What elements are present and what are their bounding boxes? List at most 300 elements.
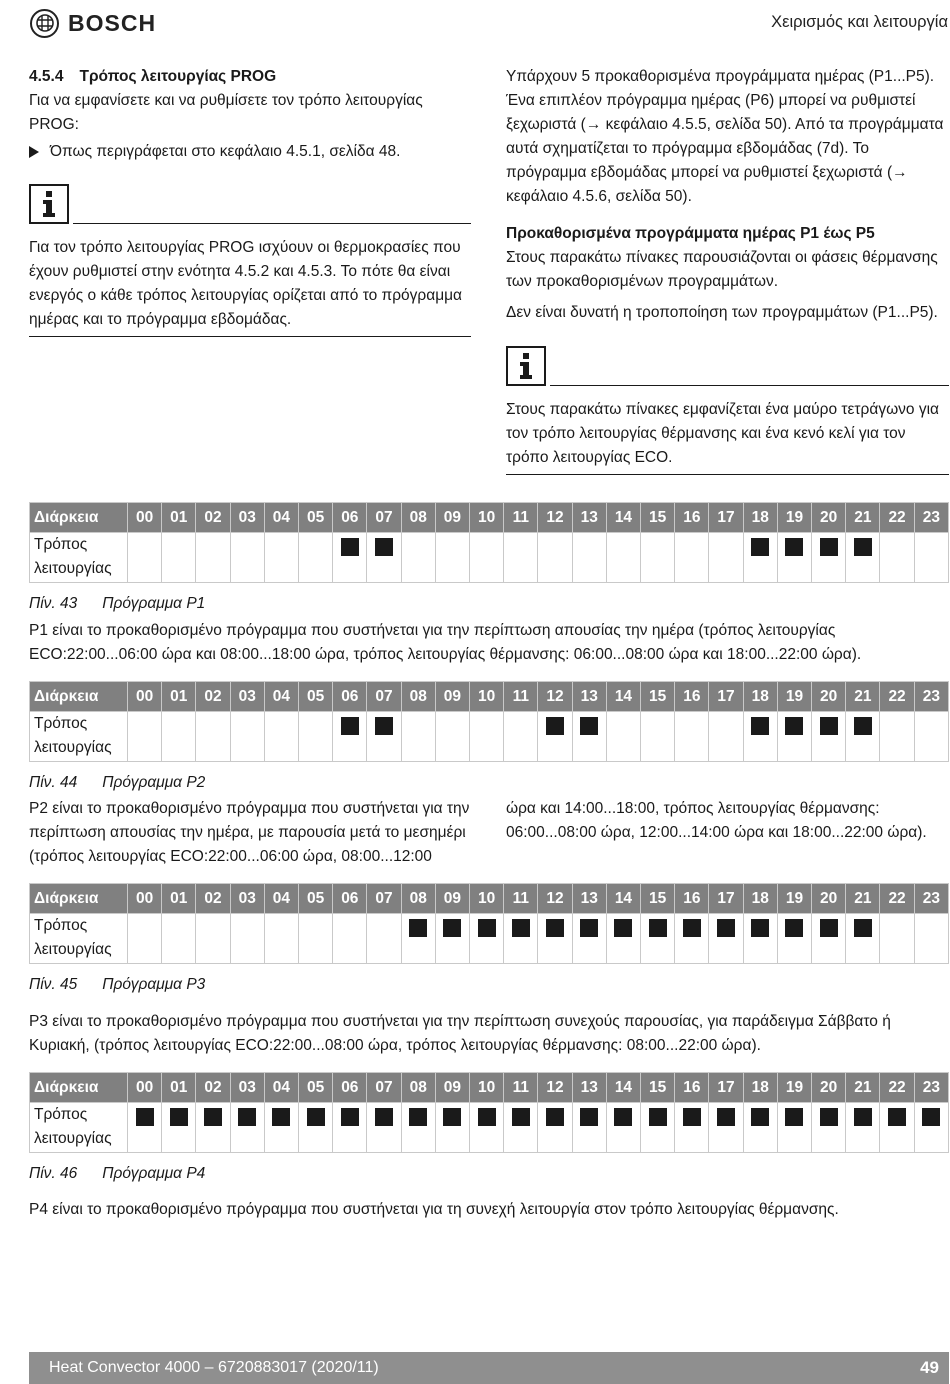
mode-row: [30, 914, 949, 964]
heating-square-icon: [375, 538, 393, 556]
heating-square-icon: [751, 919, 769, 937]
mode-label: [30, 914, 128, 964]
p1-description: P1 είναι το προκαθορισμένο πρόγραμμα που συστήνεται για την περίπτωση απουσίας την ημέρα (τρόπος λειτουργίας ECO:22:00...06:00 ώρα και 08:00...18:00 ώρα, τρόπος λειτουργίας θέρμανσης: 06:00...08:00 ώρα και 18:00...22:00 ώρα).: [29, 622, 862, 663]
eco-cell: [196, 533, 230, 583]
hour-header: 09: [435, 682, 469, 712]
eco-cell: [470, 533, 504, 583]
heating-cell: [675, 914, 709, 964]
hour-header: 07: [367, 1073, 401, 1103]
heating-square-icon: [785, 1108, 803, 1126]
mode-label-line2: λειτουργίας: [34, 1130, 112, 1147]
hour-header: 08: [401, 884, 435, 914]
hour-header: 13: [572, 503, 606, 533]
heating-cell: [435, 914, 469, 964]
schedule-table-p2: [29, 681, 949, 762]
p3-description: P3 είναι το προκαθορισμένο πρόγραμμα που συστήνεται για την περίπτωση συνεχούς παρουσίας, για παράδειγμα Σάββατο ή Κυριακή, (τρόπος λειτουργίας ECO:22:00...08:00 ώρα, τρόπος λειτουργίας θέρμανσης: 08:00...22:00 ώρα).: [29, 1013, 891, 1054]
heating-cell: [846, 914, 880, 964]
heating-cell: [470, 914, 504, 964]
heating-square-icon: [854, 919, 872, 937]
eco-cell: [230, 914, 264, 964]
hour-header: 10: [470, 503, 504, 533]
hour-header: 17: [709, 682, 743, 712]
hour-header: 23: [914, 1073, 948, 1103]
heating-square-icon: [170, 1108, 188, 1126]
hour-header: 21: [846, 503, 880, 533]
heating-square-icon: [854, 1108, 872, 1126]
hour-header: 13: [572, 884, 606, 914]
programs-intro: Υπάρχουν 5 προκαθορισμένα προγράμματα ημέρας (P1...P5). Ένα επιπλέον πρόγραμμα ημέρας (P6) μπορεί να ρυθμιστεί ξεχωριστά (→ κεφάλαιο 4.5.5, σελίδα 50). Από τα προγράμματα αυτά σχηματίζεται το πρόγραμμα εβδομάδας (7d). Το πρόγραμμα εβδομάδας μπορεί να ρυθμιστεί ξεχωριστά (→ κεφάλαιο 4.5.6, σελίδα 50).: [506, 68, 944, 205]
heating-cell: [435, 1103, 469, 1153]
hour-header: 09: [435, 884, 469, 914]
hour-header: 12: [538, 682, 572, 712]
heating-cell: [709, 1103, 743, 1153]
heating-cell: [299, 1103, 333, 1153]
mode-label-line2: λειτουργίας: [34, 941, 112, 958]
page-footer: [29, 1352, 949, 1384]
heating-square-icon: [922, 1108, 940, 1126]
hour-header: 20: [812, 1073, 846, 1103]
bullet-triangle-icon: [29, 146, 39, 158]
hour-header: 02: [196, 884, 230, 914]
hour-header: 08: [401, 682, 435, 712]
mode-row: [30, 533, 949, 583]
heating-square-icon: [580, 717, 598, 735]
heating-square-icon: [717, 1108, 735, 1126]
eco-cell: [299, 712, 333, 762]
hour-header: 15: [641, 503, 675, 533]
hour-header: 17: [709, 503, 743, 533]
mode-label-line1: Τρόπος: [34, 917, 88, 934]
heating-square-icon: [307, 1108, 325, 1126]
eco-cell: [264, 533, 298, 583]
heating-square-icon: [785, 919, 803, 937]
mode-label-line2: λειτουργίας: [34, 560, 112, 577]
hour-header: 00: [128, 1073, 162, 1103]
heating-square-icon: [751, 717, 769, 735]
eco-cell: [641, 712, 675, 762]
heating-cell: [196, 1103, 230, 1153]
mode-label-line1: Τρόπος: [34, 715, 88, 732]
heating-square-icon: [443, 919, 461, 937]
hour-header: 10: [470, 884, 504, 914]
hour-header: 20: [812, 682, 846, 712]
eco-cell: [709, 533, 743, 583]
hour-header: 02: [196, 682, 230, 712]
heating-square-icon: [614, 1108, 632, 1126]
heating-cell: [538, 712, 572, 762]
hour-header: 10: [470, 1073, 504, 1103]
heating-square-icon: [649, 1108, 667, 1126]
heating-cell: [641, 1103, 675, 1153]
heating-cell: [367, 533, 401, 583]
heating-square-icon: [512, 1108, 530, 1126]
hour-header: 18: [743, 884, 777, 914]
info-divider: [73, 223, 471, 224]
heating-square-icon: [785, 538, 803, 556]
heating-cell: [538, 1103, 572, 1153]
hour-header: 20: [812, 884, 846, 914]
info-icon: [29, 184, 69, 224]
heating-cell: [401, 1103, 435, 1153]
p2-description-right: ώρα και 14:00...18:00, τρόπος λειτουργίας θέρμανσης: 06:00...08:00 ώρα, 12:00...14:00 ώρα και 18:00...22:00 ώρα).: [506, 800, 927, 841]
table-header-row: [30, 1073, 949, 1103]
eco-cell: [914, 914, 948, 964]
hour-header: 17: [709, 1073, 743, 1103]
heating-cell: [812, 712, 846, 762]
hour-header: 04: [264, 682, 298, 712]
heating-cell: [812, 533, 846, 583]
eco-cell: [401, 533, 435, 583]
hour-header: 00: [128, 682, 162, 712]
heating-cell: [743, 533, 777, 583]
heating-cell: [333, 1103, 367, 1153]
hour-header: 22: [880, 682, 914, 712]
p2-description-left: P2 είναι το προκαθορισμένο πρόγραμμα που συστήνεται για την περίπτωση απουσίας την ημέρα, με παρουσία μετά το μεσημέρι (τρόπος λειτουργίας ECO:22:00...06:00 ώρα, 08:00...12:00: [29, 800, 470, 865]
table-header-row: [30, 884, 949, 914]
hour-header: 01: [162, 884, 196, 914]
p4-description: P4 είναι το προκαθορισμένο πρόγραμμα που συστήνεται για τη συνεχή λειτουργία στον τρόπο λειτουργίας θέρμανσης.: [29, 1201, 839, 1218]
hour-header: 06: [333, 1073, 367, 1103]
hour-header: 18: [743, 503, 777, 533]
section-number: 4.5.4: [29, 68, 64, 85]
hour-header: 06: [333, 682, 367, 712]
heating-cell: [504, 1103, 538, 1153]
hour-header: 16: [675, 682, 709, 712]
hour-header: 12: [538, 884, 572, 914]
eco-cell: [299, 914, 333, 964]
hour-header: 23: [914, 884, 948, 914]
table-caption: Πίν. 43 Πρόγραμμα P1: [29, 595, 206, 612]
eco-cell: [538, 533, 572, 583]
eco-cell: [880, 712, 914, 762]
heating-cell: [401, 914, 435, 964]
heating-cell: [743, 914, 777, 964]
eco-cell: [675, 533, 709, 583]
hour-header: 04: [264, 503, 298, 533]
heating-square-icon: [785, 717, 803, 735]
hour-header: 05: [299, 503, 333, 533]
eco-cell: [162, 914, 196, 964]
hour-header: 16: [675, 503, 709, 533]
heating-square-icon: [341, 717, 359, 735]
heating-square-icon: [751, 1108, 769, 1126]
hour-header: 10: [470, 682, 504, 712]
eco-cell: [367, 914, 401, 964]
eco-cell: [401, 712, 435, 762]
heating-square-icon: [649, 919, 667, 937]
heating-cell: [777, 1103, 811, 1153]
hour-header: 19: [777, 682, 811, 712]
mode-label: [30, 712, 128, 762]
heating-cell: [367, 712, 401, 762]
heating-cell: [846, 533, 880, 583]
info-box-right: [506, 346, 949, 384]
heating-cell: [743, 1103, 777, 1153]
table-caption: Πίν. 44 Πρόγραμμα P2: [29, 774, 206, 791]
hour-header: 14: [606, 503, 640, 533]
heating-cell: [572, 712, 606, 762]
hour-header: 23: [914, 503, 948, 533]
heating-square-icon: [341, 538, 359, 556]
hour-header: 19: [777, 503, 811, 533]
mode-label: [30, 1103, 128, 1153]
heating-square-icon: [820, 538, 838, 556]
hour-header: 02: [196, 503, 230, 533]
hour-header: 17: [709, 884, 743, 914]
hour-header: 01: [162, 1073, 196, 1103]
heating-square-icon: [375, 1108, 393, 1126]
hour-header: 03: [230, 682, 264, 712]
schedule-table-p3: [29, 883, 949, 964]
eco-cell: [470, 712, 504, 762]
hour-header: 09: [435, 503, 469, 533]
heating-square-icon: [614, 919, 632, 937]
bullet-text: Όπως περιγράφεται στο κεφάλαιο 4.5.1, σελίδα 48.: [50, 143, 401, 160]
heating-cell: [367, 1103, 401, 1153]
hour-header: 21: [846, 682, 880, 712]
hour-header: 07: [367, 503, 401, 533]
heating-cell: [846, 1103, 880, 1153]
heating-square-icon: [854, 538, 872, 556]
hour-header: 05: [299, 884, 333, 914]
heating-cell: [846, 712, 880, 762]
heating-cell: [606, 1103, 640, 1153]
duration-header: Διάρκεια: [30, 884, 128, 914]
heating-cell: [538, 914, 572, 964]
heating-square-icon: [683, 1108, 701, 1126]
hour-header: 00: [128, 884, 162, 914]
table-caption: Πίν. 46 Πρόγραμμα P4: [29, 1165, 206, 1182]
eco-cell: [196, 712, 230, 762]
hour-header: 18: [743, 682, 777, 712]
eco-cell: [333, 914, 367, 964]
heating-square-icon: [409, 1108, 427, 1126]
heating-cell: [572, 1103, 606, 1153]
programs-para2: Δεν είναι δυνατή η τροποποίηση των προγραμμάτων (P1...P5).: [506, 304, 938, 321]
eco-cell: [880, 914, 914, 964]
hour-header: 08: [401, 503, 435, 533]
heating-cell: [777, 533, 811, 583]
hour-header: 12: [538, 1073, 572, 1103]
hour-header: 18: [743, 1073, 777, 1103]
duration-header: Διάρκεια: [30, 503, 128, 533]
footer-doc-id: Heat Convector 4000 – 6720883017 (2020/11): [49, 1359, 379, 1376]
left-column: [29, 65, 471, 337]
eco-cell: [504, 533, 538, 583]
hour-header: 05: [299, 682, 333, 712]
hour-header: 23: [914, 682, 948, 712]
hour-header: 01: [162, 503, 196, 533]
mode-label: [30, 533, 128, 583]
section-heading-text: Τρόπος λειτουργίας PROG: [79, 68, 277, 85]
mode-label-line1: Τρόπος: [34, 536, 88, 553]
heating-cell: [470, 1103, 504, 1153]
heating-cell: [641, 914, 675, 964]
heating-square-icon: [238, 1108, 256, 1126]
eco-cell: [230, 533, 264, 583]
hour-header: 11: [504, 1073, 538, 1103]
schedule-table-p4: [29, 1072, 949, 1153]
hour-header: 07: [367, 884, 401, 914]
section-title: Χειρισμός και λειτουργία: [771, 13, 948, 31]
bosch-logo: [30, 8, 156, 38]
hour-header: 06: [333, 884, 367, 914]
eco-cell: [675, 712, 709, 762]
heating-cell: [675, 1103, 709, 1153]
heating-square-icon: [375, 717, 393, 735]
eco-cell: [572, 533, 606, 583]
hour-header: 00: [128, 503, 162, 533]
heating-square-icon: [888, 1108, 906, 1126]
hour-header: 20: [812, 503, 846, 533]
hour-header: 11: [504, 682, 538, 712]
heating-square-icon: [341, 1108, 359, 1126]
mode-row: [30, 1103, 949, 1153]
hour-header: 14: [606, 1073, 640, 1103]
heating-square-icon: [272, 1108, 290, 1126]
heating-cell: [162, 1103, 196, 1153]
heating-cell: [709, 914, 743, 964]
heating-cell: [777, 914, 811, 964]
hour-header: 15: [641, 1073, 675, 1103]
eco-cell: [435, 712, 469, 762]
heating-cell: [333, 533, 367, 583]
hour-header: 03: [230, 1073, 264, 1103]
hour-header: 16: [675, 884, 709, 914]
info-box: [29, 184, 471, 222]
programs-para1: Στους παρακάτω πίνακες παρουσιάζονται οι φάσεις θέρμανσης των προκαθορισμένων προγραμμάτων.: [506, 249, 938, 290]
heating-square-icon: [820, 717, 838, 735]
hour-header: 04: [264, 1073, 298, 1103]
heating-cell: [914, 1103, 948, 1153]
hour-header: 22: [880, 884, 914, 914]
heating-square-icon: [580, 1108, 598, 1126]
eco-cell: [162, 533, 196, 583]
schedule-table-p1: [29, 502, 949, 583]
eco-cell: [162, 712, 196, 762]
hour-header: 21: [846, 884, 880, 914]
table-header-row: [30, 682, 949, 712]
hour-header: 15: [641, 682, 675, 712]
eco-cell: [606, 533, 640, 583]
hour-header: 04: [264, 884, 298, 914]
heating-cell: [128, 1103, 162, 1153]
hour-header: 08: [401, 1073, 435, 1103]
hour-header: 01: [162, 682, 196, 712]
info-text: Για τον τρόπο λειτουργίας PROG ισχύουν οι θερμοκρασίες που έχουν ρυθμιστεί στην ενότητα 4.5.2 και 4.5.3. Το πότε θα είναι ενεργός ο κάθε τρόπος λειτουργίας ορίζεται από το πρόγραμμα ημέρας και το πρόγραμμα εβδομάδας.: [29, 236, 471, 337]
eco-cell: [880, 533, 914, 583]
info-divider: [550, 385, 949, 386]
eco-cell: [641, 533, 675, 583]
hour-header: 11: [504, 503, 538, 533]
eco-cell: [196, 914, 230, 964]
hour-header: 22: [880, 503, 914, 533]
heating-cell: [880, 1103, 914, 1153]
heating-square-icon: [580, 919, 598, 937]
hour-header: 06: [333, 503, 367, 533]
heating-square-icon: [854, 717, 872, 735]
hour-header: 11: [504, 884, 538, 914]
heating-square-icon: [717, 919, 735, 937]
hour-header: 09: [435, 1073, 469, 1103]
heating-square-icon: [512, 919, 530, 937]
heating-cell: [812, 1103, 846, 1153]
heating-square-icon: [204, 1108, 222, 1126]
eco-cell: [264, 712, 298, 762]
eco-cell: [435, 533, 469, 583]
hour-header: 21: [846, 1073, 880, 1103]
mode-label-line1: Τρόπος: [34, 1106, 88, 1123]
eco-cell: [504, 712, 538, 762]
hour-header: 14: [606, 884, 640, 914]
mode-label-line2: λειτουργίας: [34, 739, 112, 756]
hour-header: 03: [230, 884, 264, 914]
eco-cell: [606, 712, 640, 762]
hour-header: 14: [606, 682, 640, 712]
section-heading: [29, 65, 471, 89]
eco-cell: [128, 712, 162, 762]
table-header-row: [30, 503, 949, 533]
eco-cell: [128, 533, 162, 583]
page-number: 49: [920, 1358, 939, 1377]
heating-cell: [777, 712, 811, 762]
eco-cell: [128, 914, 162, 964]
duration-header: Διάρκεια: [30, 682, 128, 712]
brand-name: BOSCH: [68, 10, 157, 36]
heating-square-icon: [443, 1108, 461, 1126]
heating-square-icon: [751, 538, 769, 556]
heating-square-icon: [683, 919, 701, 937]
heating-cell: [333, 712, 367, 762]
heating-cell: [264, 1103, 298, 1153]
programs-subheading: Προκαθορισμένα προγράμματα ημέρας P1 έως P5: [506, 225, 875, 242]
eco-cell: [230, 712, 264, 762]
hour-header: 12: [538, 503, 572, 533]
hour-header: 05: [299, 1073, 333, 1103]
heating-cell: [606, 914, 640, 964]
heating-cell: [743, 712, 777, 762]
mode-row: [30, 712, 949, 762]
hour-header: 19: [777, 1073, 811, 1103]
heating-cell: [812, 914, 846, 964]
heating-square-icon: [820, 1108, 838, 1126]
heating-square-icon: [136, 1108, 154, 1126]
hour-header: 07: [367, 682, 401, 712]
eco-cell: [709, 712, 743, 762]
hour-header: 13: [572, 682, 606, 712]
hour-header: 03: [230, 503, 264, 533]
info-text-right: Στους παρακάτω πίνακες εμφανίζεται ένα μαύρο τετράγωνο για τον τρόπο λειτουργίας θέρμανσης και ένα κενό κελί για τον τρόπο λειτουργίας ECO.: [506, 398, 949, 475]
heating-square-icon: [478, 1108, 496, 1126]
right-column: [506, 65, 949, 475]
heating-square-icon: [546, 919, 564, 937]
heating-square-icon: [546, 1108, 564, 1126]
table-caption: Πίν. 45 Πρόγραμμα P3: [29, 976, 206, 993]
eco-cell: [264, 914, 298, 964]
info-icon: [506, 346, 546, 386]
heating-square-icon: [409, 919, 427, 937]
heating-cell: [572, 914, 606, 964]
hour-header: 13: [572, 1073, 606, 1103]
eco-cell: [914, 712, 948, 762]
heating-cell: [230, 1103, 264, 1153]
intro-text: Για να εμφανίσετε και να ρυθμίσετε τον τρόπο λειτουργίας PROG:: [29, 92, 423, 133]
hour-header: 22: [880, 1073, 914, 1103]
hour-header: 16: [675, 1073, 709, 1103]
hour-header: 19: [777, 884, 811, 914]
bosch-armature-icon: [30, 9, 59, 38]
heating-square-icon: [546, 717, 564, 735]
